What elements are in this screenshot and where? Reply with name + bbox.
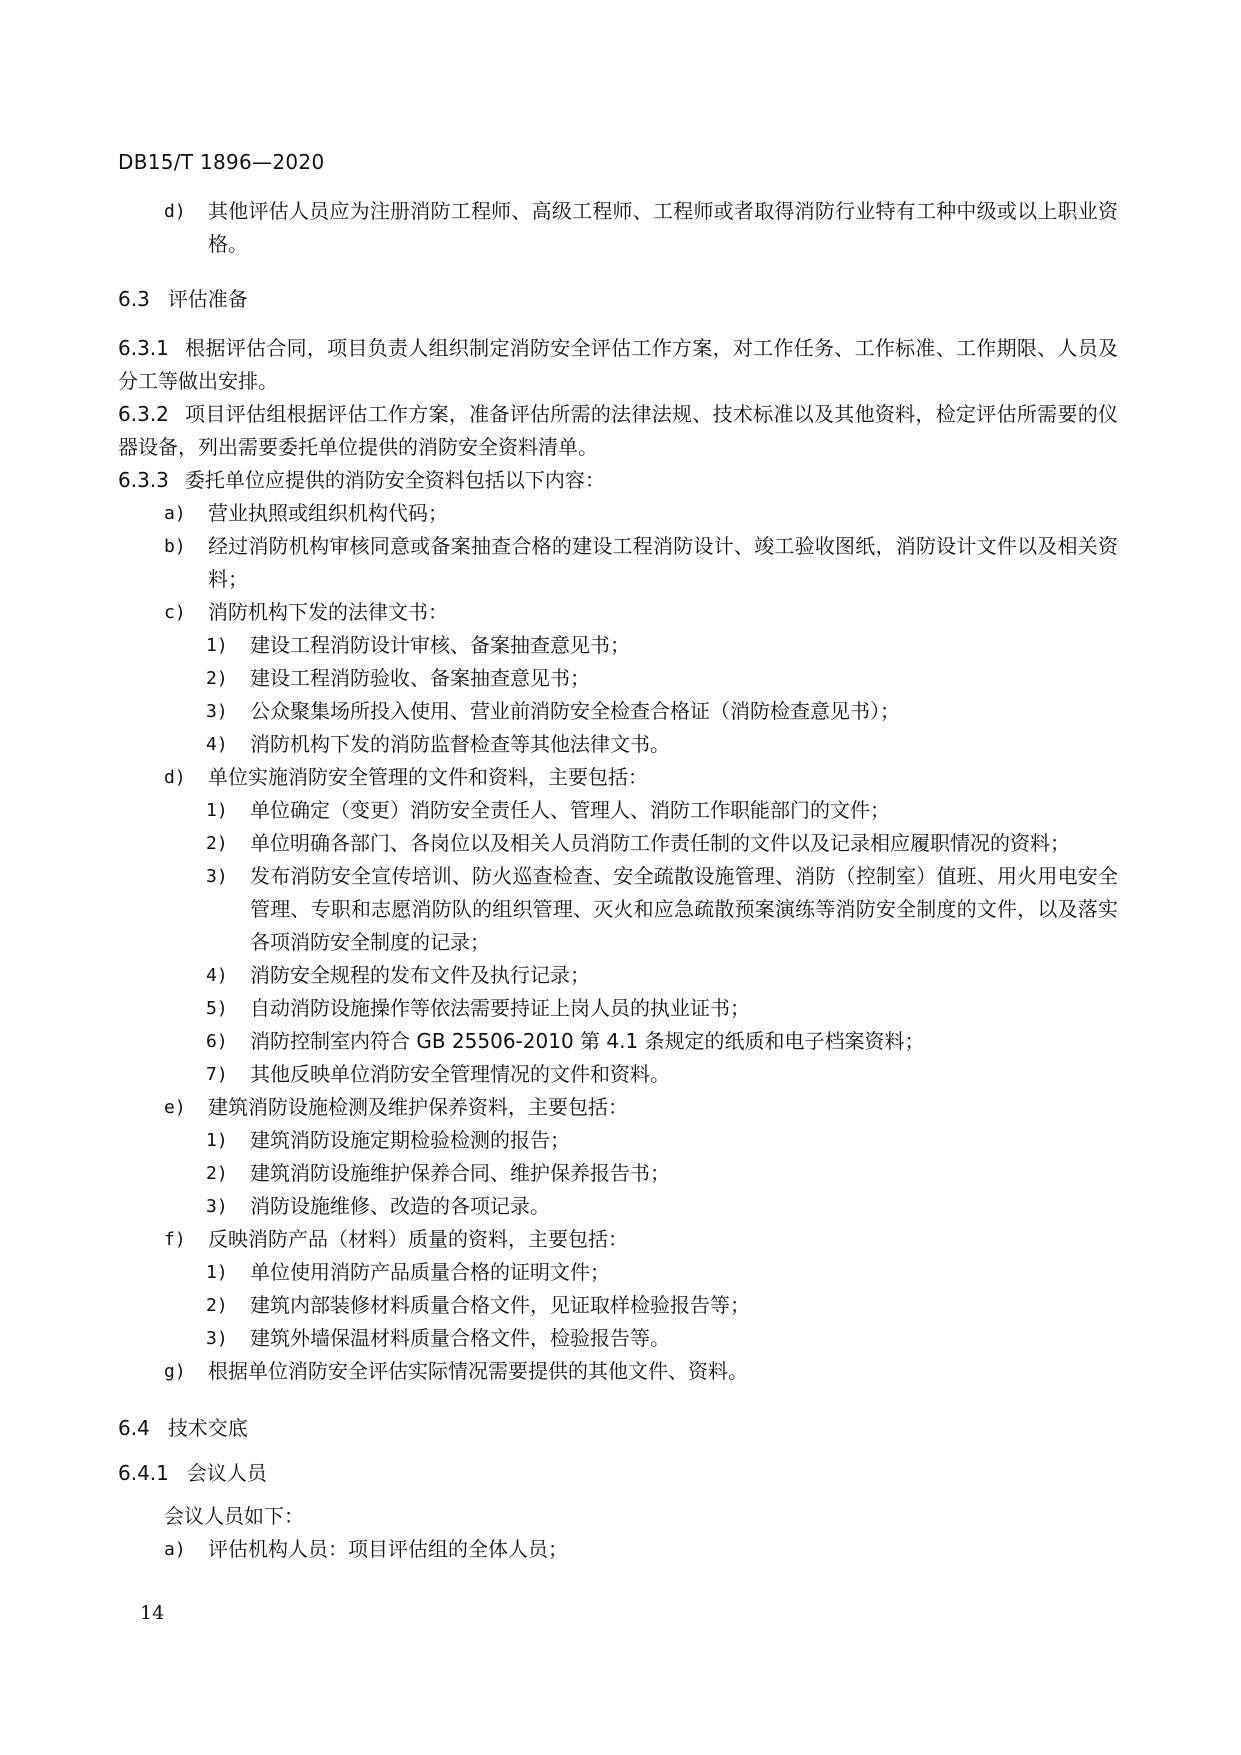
clause-text: 项目评估组根据评估工作方案，准备评估所需的法律法规、技术标准以及其他资料，检定评估所需要的仪器设备，列出需要委托单位提供的消防安全资料清单。 bbox=[118, 402, 1118, 459]
list-text: 营业执照或组织机构代码； bbox=[208, 501, 448, 525]
list-marker: c) bbox=[164, 602, 186, 623]
list-text: 经过消防机构审核同意或备案抽查合格的建设工程消防设计、竣工验收图纸，消防设计文件以及相关资料； bbox=[208, 534, 1118, 591]
sub-text: 消防控制室内符合 GB 25506-2010 第 4.1 条规定的纸质和电子档案资料； bbox=[250, 1029, 925, 1053]
list-item-a bbox=[118, 497, 1118, 530]
list-item-c bbox=[118, 596, 1118, 629]
sub-item bbox=[118, 959, 1118, 992]
sub-item bbox=[118, 860, 1118, 959]
list-item-a-meeting bbox=[118, 1533, 1118, 1566]
list-text: 根据单位消防安全评估实际情况需要提供的其他文件、资料。 bbox=[208, 1359, 748, 1383]
sub-text: 消防安全规程的发布文件及执行记录； bbox=[250, 963, 590, 987]
clause-6-3-3 bbox=[118, 464, 1118, 497]
list-text: 建筑消防设施检测及维护保养资料，主要包括： bbox=[208, 1095, 628, 1119]
list-item-d-qualification bbox=[118, 195, 1118, 261]
list-marker: g) bbox=[164, 1361, 186, 1382]
sub-marker: 3) bbox=[206, 1328, 228, 1349]
list-marker: f) bbox=[164, 1229, 186, 1250]
list-item-e bbox=[118, 1091, 1118, 1124]
sub-marker: 4) bbox=[206, 734, 228, 755]
list-text: 单位实施消防安全管理的文件和资料，主要包括： bbox=[208, 765, 648, 789]
meeting-intro: 会议人员如下： bbox=[164, 1504, 304, 1528]
sub-item bbox=[118, 662, 1118, 695]
section-number: 6.3 bbox=[118, 287, 150, 311]
sub-text: 建筑内部装修材料质量合格文件，见证取样检验报告等； bbox=[250, 1293, 750, 1317]
list-item-d bbox=[118, 761, 1118, 794]
sub-marker: 7) bbox=[206, 1064, 228, 1085]
list-text: 反映消防产品（材料）质量的资料，主要包括： bbox=[208, 1227, 628, 1251]
list-marker: a) bbox=[164, 503, 186, 524]
section-heading-6-3 bbox=[118, 283, 1118, 316]
clause-text: 根据评估合同，项目负责人组织制定消防安全评估工作方案，对工作任务、工作标准、工作期限、人员及分工等做出安排。 bbox=[118, 336, 1118, 393]
list-text: 消防机构下发的法律文书： bbox=[208, 600, 448, 624]
sub-marker: 1) bbox=[206, 1262, 228, 1283]
section-heading-6-4-1 bbox=[118, 1457, 1118, 1490]
section-title: 技术交底 bbox=[167, 1416, 248, 1440]
sub-marker: 2) bbox=[206, 833, 228, 854]
list-marker: a) bbox=[164, 1539, 186, 1560]
sub-text: 建筑消防设施定期检验检测的报告； bbox=[250, 1128, 570, 1152]
section-heading-6-4 bbox=[118, 1412, 1118, 1445]
sub-text: 自动消防设施操作等依法需要持证上岗人员的执业证书； bbox=[250, 996, 750, 1020]
section-title: 会议人员 bbox=[186, 1461, 267, 1485]
clause-number: 6.3.2 bbox=[118, 402, 169, 426]
document-body bbox=[118, 195, 1118, 1566]
sub-item bbox=[118, 1256, 1118, 1289]
document-id: DB15/T 1896—2020 bbox=[118, 150, 325, 174]
clause-number: 6.3.3 bbox=[118, 468, 169, 492]
sub-marker: 4) bbox=[206, 965, 228, 986]
sub-item bbox=[118, 1289, 1118, 1322]
sub-marker: 5) bbox=[206, 998, 228, 1019]
sub-marker: 1) bbox=[206, 635, 228, 656]
list-text: 评估机构人员：项目评估组的全体人员； bbox=[208, 1537, 568, 1561]
sub-marker: 3) bbox=[206, 866, 228, 887]
clause-6-3-1 bbox=[118, 332, 1118, 398]
section-title: 评估准备 bbox=[167, 287, 248, 311]
sub-item bbox=[118, 1157, 1118, 1190]
sub-marker: 2) bbox=[206, 668, 228, 689]
sub-item bbox=[118, 992, 1118, 1025]
sub-text: 公众聚集场所投入使用、营业前消防安全检查合格证（消防检查意见书）； bbox=[250, 699, 900, 723]
page-number: 14 bbox=[140, 1602, 165, 1624]
sub-item bbox=[118, 1025, 1118, 1058]
sub-marker: 3) bbox=[206, 701, 228, 722]
sub-text: 建筑外墙保温材料质量合格文件，检验报告等。 bbox=[250, 1326, 670, 1350]
sub-item bbox=[118, 629, 1118, 662]
section-number: 6.4.1 bbox=[118, 1461, 169, 1485]
sub-text: 单位使用消防产品质量合格的证明文件； bbox=[250, 1260, 610, 1284]
sub-marker: 1) bbox=[206, 800, 228, 821]
clause-text: 委托单位应提供的消防安全资料包括以下内容： bbox=[184, 468, 605, 492]
sub-item bbox=[118, 1322, 1118, 1355]
sub-marker: 2) bbox=[206, 1295, 228, 1316]
sub-marker: 6) bbox=[206, 1031, 228, 1052]
list-marker: e) bbox=[164, 1097, 186, 1118]
sub-text: 建设工程消防设计审核、备案抽查意见书； bbox=[250, 633, 630, 657]
sub-item bbox=[118, 728, 1118, 761]
sub-item bbox=[118, 1124, 1118, 1157]
sub-marker: 1) bbox=[206, 1130, 228, 1151]
sub-item bbox=[118, 1190, 1118, 1223]
sub-text: 单位明确各部门、各岗位以及相关人员消防工作责任制的文件以及记录相应履职情况的资料； bbox=[250, 831, 1070, 855]
sub-marker: 3) bbox=[206, 1196, 228, 1217]
list-marker: d) bbox=[164, 201, 186, 222]
sub-text: 建筑消防设施维护保养合同、维护保养报告书； bbox=[250, 1161, 670, 1185]
sub-marker: 2) bbox=[206, 1163, 228, 1184]
list-marker: b) bbox=[164, 536, 186, 557]
sub-text: 消防设施维修、改造的各项记录。 bbox=[250, 1194, 550, 1218]
sub-text: 发布消防安全宣传培训、防火巡查检查、安全疏散设施管理、消防（控制室）值班、用火用电安全管理、专职和志愿消防队的组织管理、灭火和应急疏散预案演练等消防安全制度的文件，以及落实各项消防安全制度的记录； bbox=[250, 864, 1118, 954]
list-item-f bbox=[118, 1223, 1118, 1256]
sub-text: 其他反映单位消防安全管理情况的文件和资料。 bbox=[250, 1062, 670, 1086]
sub-text: 单位确定（变更）消防安全责任人、管理人、消防工作职能部门的文件； bbox=[250, 798, 890, 822]
sub-item bbox=[118, 1058, 1118, 1091]
list-item-b bbox=[118, 530, 1118, 596]
sub-text: 建设工程消防验收、备案抽查意见书； bbox=[250, 666, 590, 690]
list-text: 其他评估人员应为注册消防工程师、高级工程师、工程师或者取得消防行业特有工种中级或以上职业资格。 bbox=[208, 199, 1118, 256]
list-marker: d) bbox=[164, 767, 186, 788]
section-number: 6.4 bbox=[118, 1416, 150, 1440]
clause-number: 6.3.1 bbox=[118, 336, 169, 360]
list-item-g bbox=[118, 1355, 1118, 1388]
sub-item bbox=[118, 695, 1118, 728]
sub-text: 消防机构下发的消防监督检查等其他法律文书。 bbox=[250, 732, 670, 756]
sub-item bbox=[118, 794, 1118, 827]
clause-6-3-2 bbox=[118, 398, 1118, 464]
sub-item bbox=[118, 827, 1118, 860]
